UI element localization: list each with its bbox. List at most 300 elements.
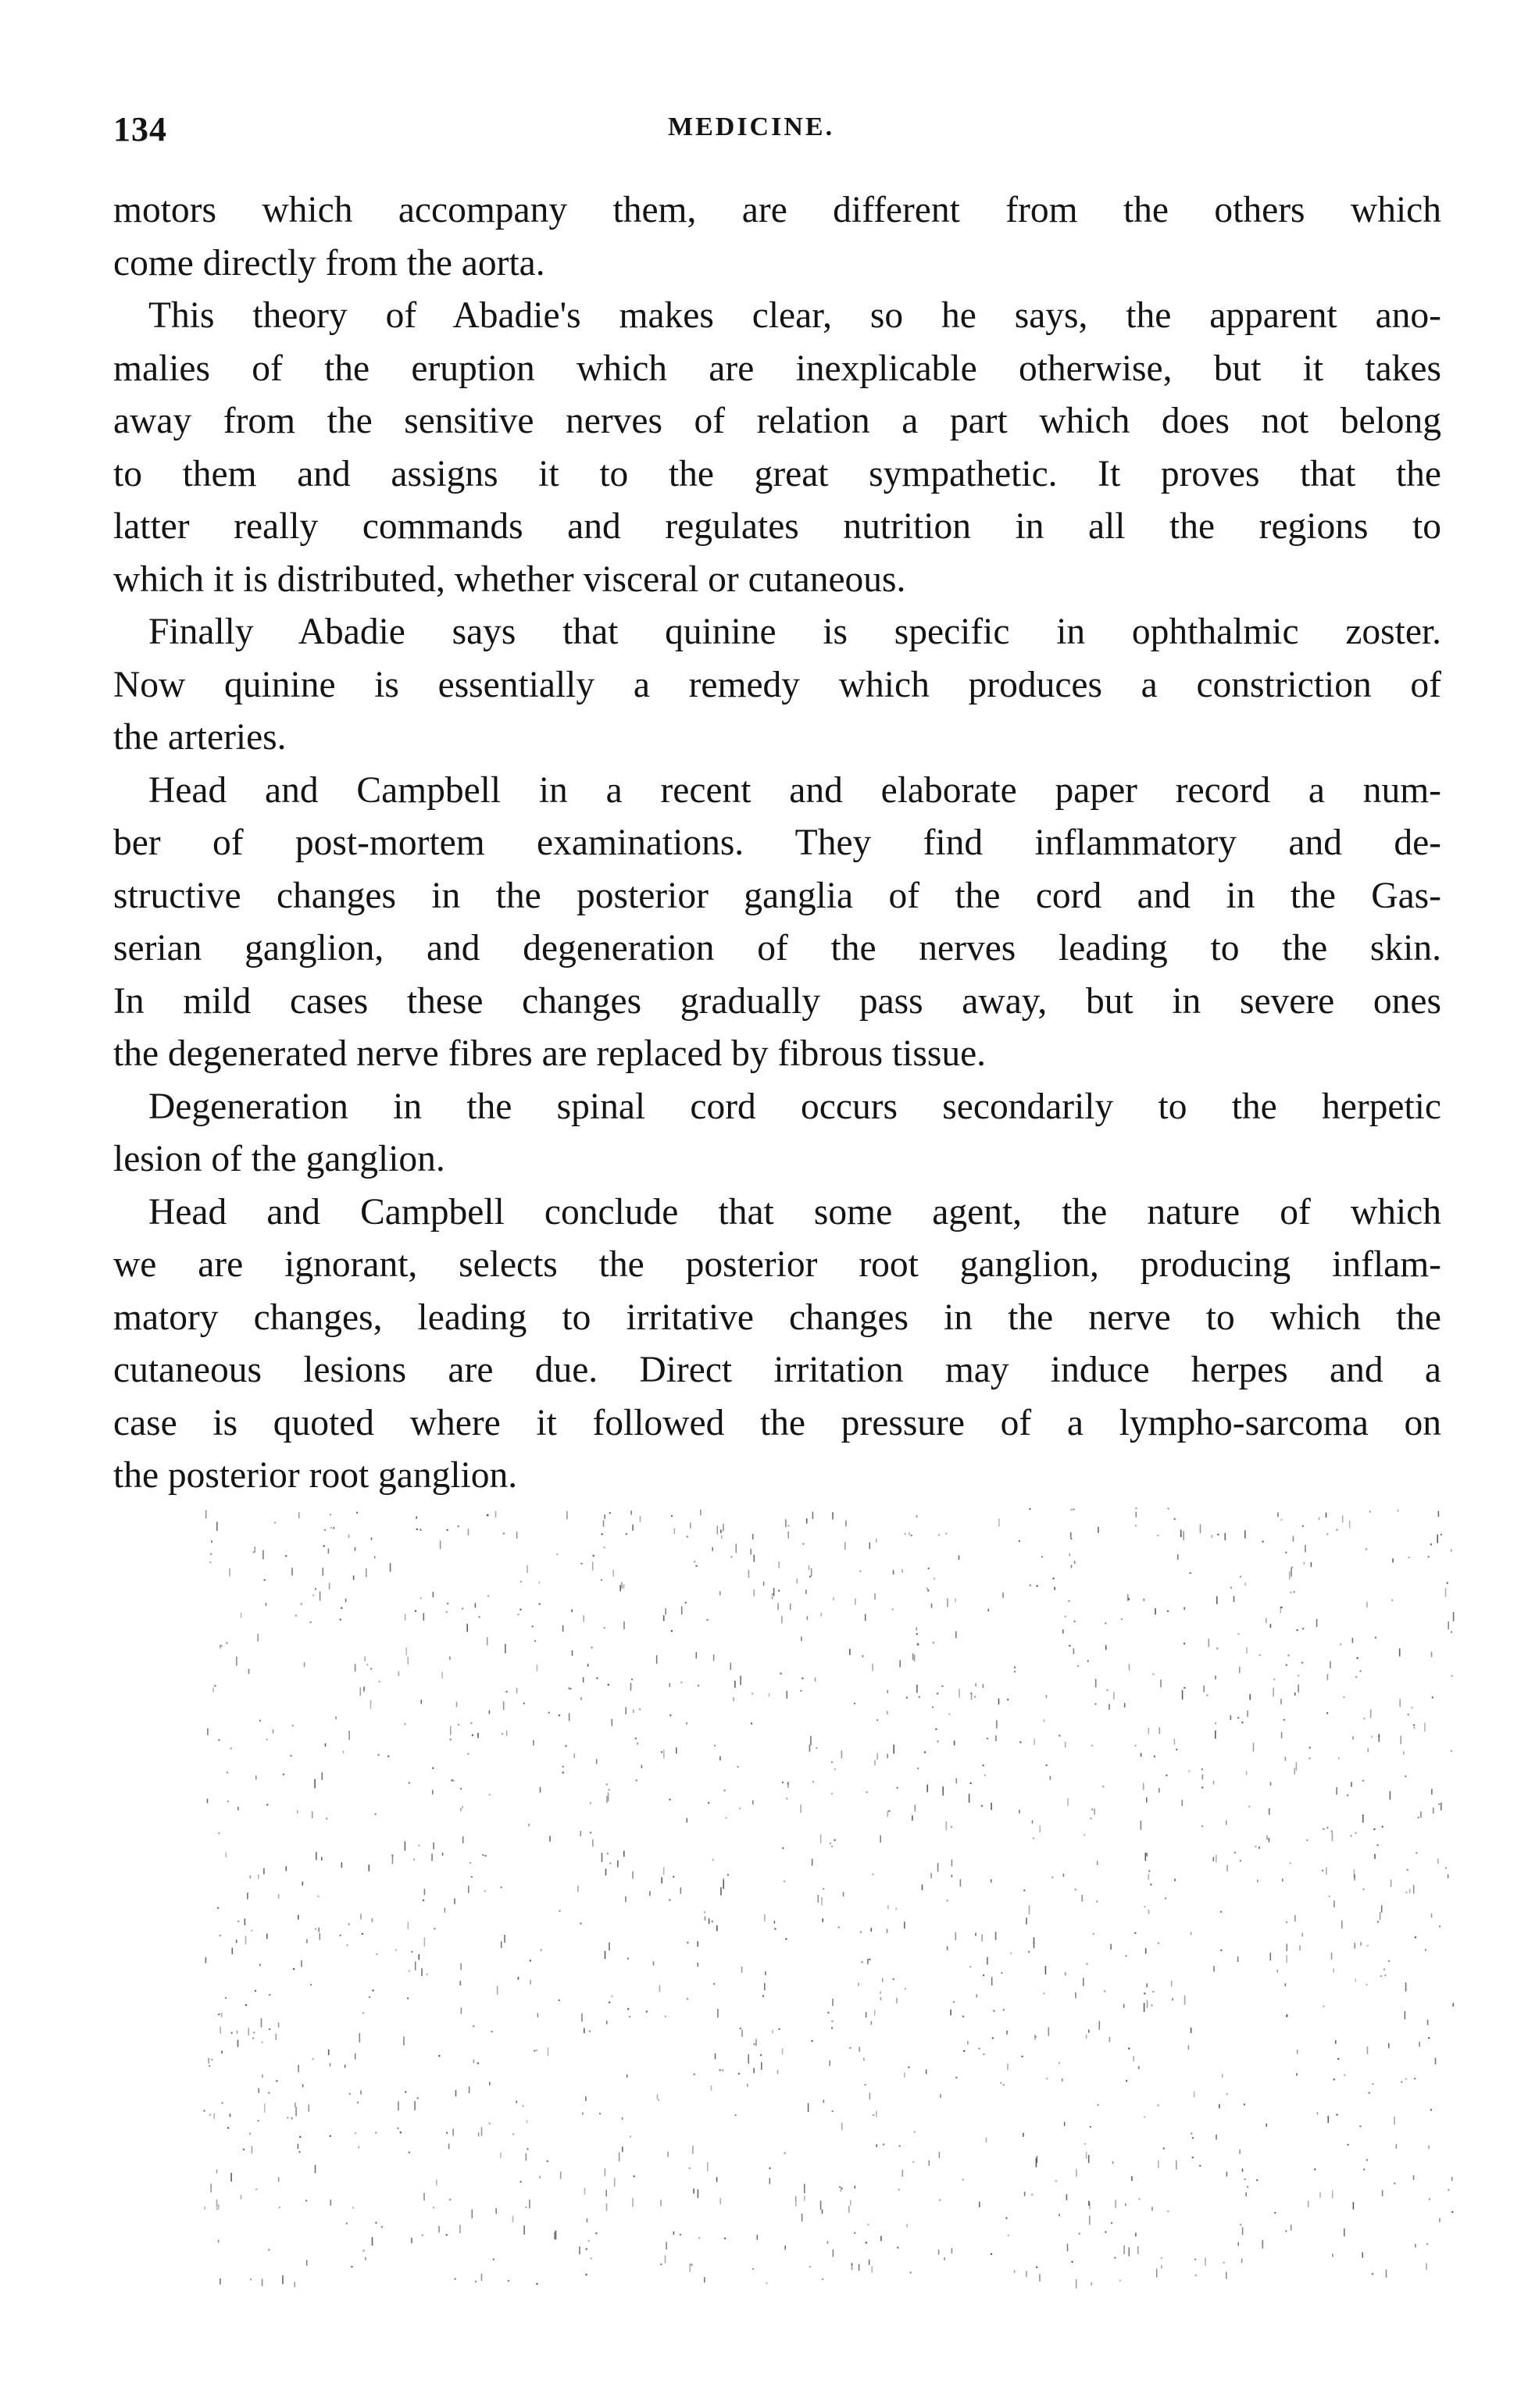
scan-speck	[753, 1589, 755, 1596]
scan-speck	[996, 1721, 998, 1728]
scan-speck	[262, 1550, 264, 1560]
scan-speck	[991, 1879, 992, 1883]
scan-speck	[1213, 1857, 1215, 1861]
scan-speck	[897, 1787, 898, 1789]
scan-speck	[504, 1935, 505, 1942]
scan-speck	[1006, 2031, 1008, 2035]
scan-speck	[1073, 1508, 1074, 1510]
scan-speck	[1343, 1696, 1344, 1698]
scan-speck	[941, 1686, 943, 1687]
scan-speck	[987, 1957, 988, 1965]
scan-speck	[912, 2161, 914, 2163]
scan-speck	[873, 2114, 874, 2116]
scan-speck	[1277, 1512, 1279, 1517]
paragraph-5	[113, 1081, 1441, 1186]
scan-speck	[261, 2018, 262, 2028]
scan-speck	[840, 2190, 841, 2192]
scan-speck	[1259, 1654, 1261, 1656]
scan-speck	[867, 1959, 869, 1964]
scan-speck	[1413, 2175, 1415, 2180]
scan-speck	[1094, 1809, 1095, 1815]
section-title: MEDICINE.	[668, 112, 835, 141]
scan-speck	[864, 2084, 866, 2085]
scan-speck	[709, 1918, 710, 1924]
scan-speck	[503, 1701, 505, 1710]
scan-speck	[1051, 1877, 1053, 1878]
scan-speck	[660, 2200, 662, 2206]
scan-speck	[315, 1928, 316, 1930]
scan-speck	[423, 2193, 425, 2201]
scan-speck	[930, 1873, 932, 1878]
scan-speck	[571, 1610, 573, 1612]
scan-speck	[951, 1875, 953, 1878]
scan-speck	[278, 2022, 280, 2027]
scan-speck	[220, 1645, 221, 1649]
scan-speck	[501, 1942, 502, 1949]
scan-speck	[874, 1593, 876, 1600]
scan-speck	[818, 1895, 819, 1903]
scan-speck	[926, 1588, 928, 1589]
scan-speck	[469, 2086, 470, 2093]
scan-speck	[909, 1532, 910, 1536]
scan-speck	[780, 1673, 781, 1675]
text-line: away from the sensitive nerves of relation a part which does not belong	[113, 401, 1441, 441]
scan-speck	[983, 1764, 984, 1766]
scan-speck	[689, 2264, 691, 2272]
scan-speck	[939, 2199, 941, 2201]
scan-speck	[405, 1614, 406, 1621]
scan-speck	[520, 1581, 522, 1582]
scan-speck	[1373, 1828, 1375, 1830]
scan-speck	[1079, 2233, 1080, 2235]
scan-speck	[1262, 1541, 1264, 1543]
scan-speck	[423, 1613, 425, 1621]
scan-speck	[1326, 1868, 1327, 1875]
scan-speck	[1182, 1800, 1183, 1806]
text-line: Head and Campbell conclude that some agent, the nature of which	[148, 1191, 1441, 1233]
scan-speck	[778, 1561, 780, 1568]
scan-speck	[549, 1836, 551, 1842]
scan-speck	[1366, 1602, 1368, 1608]
scan-speck	[532, 1625, 534, 1627]
scan-speck	[1183, 1643, 1185, 1644]
scan-speck	[218, 2204, 220, 2210]
scan-speck	[790, 1604, 791, 1611]
scan-speck	[1234, 1852, 1236, 1853]
scan-speck	[248, 1669, 250, 1674]
scan-speck	[609, 1942, 610, 1950]
scan-speck	[660, 2264, 662, 2265]
scan-speck	[821, 1613, 823, 1616]
scan-speck	[1014, 1671, 1016, 1672]
scan-speck	[802, 1543, 804, 1545]
scan-speck	[262, 2042, 263, 2043]
scan-speck	[1168, 1507, 1169, 1509]
scan-speck	[1240, 1576, 1241, 1578]
scan-speck	[959, 1689, 960, 1698]
scan-speck	[317, 1896, 319, 1897]
scan-speck	[1262, 2240, 1264, 2249]
scan-speck	[937, 1693, 938, 1694]
scan-speck	[276, 2080, 277, 2082]
scan-speck	[812, 1512, 814, 1519]
scan-speck	[1213, 1966, 1215, 1972]
scan-speck	[1034, 2035, 1036, 2041]
scan-speck	[1294, 1915, 1296, 1922]
text-line: Now quinine is essentially a remedy which produces a constriction of	[113, 664, 1441, 705]
scan-speck	[883, 2144, 884, 2146]
scan-speck	[874, 2010, 876, 2016]
scan-speck	[1360, 1942, 1362, 1946]
scan-speck	[1429, 2199, 1430, 2200]
scan-speck	[456, 1702, 458, 1707]
scan-speck	[1105, 1645, 1107, 1650]
scan-speck	[371, 1538, 373, 1540]
scan-speck	[355, 2132, 356, 2134]
scan-speck	[408, 1657, 409, 1664]
scan-speck	[1215, 1675, 1216, 1679]
scan-speck	[1323, 2006, 1324, 2007]
scan-speck	[395, 1950, 397, 1951]
scan-speck	[1066, 2194, 1068, 2200]
scan-speck	[343, 1750, 345, 1753]
scan-speck	[605, 1869, 607, 1876]
scan-speck	[1438, 1511, 1440, 1517]
scan-speck	[298, 2065, 299, 2073]
scan-speck	[752, 1534, 754, 1539]
scan-speck	[733, 1697, 734, 1701]
scan-speck	[899, 2146, 901, 2147]
scan-speck	[669, 1799, 670, 1800]
scan-speck	[800, 1690, 801, 1692]
scan-speck	[609, 1512, 611, 1514]
scan-speck	[1166, 1775, 1167, 1776]
scan-speck	[1401, 2081, 1402, 2082]
scan-speck	[995, 1736, 997, 1741]
scan-speck	[1200, 1525, 1201, 1534]
scan-speck	[1405, 2078, 1407, 2080]
scan-speck	[766, 2282, 767, 2284]
scan-speck	[1127, 1594, 1129, 1601]
scan-speck	[333, 1527, 334, 1529]
scan-speck	[362, 2012, 364, 2014]
scan-speck	[1156, 2269, 1158, 2278]
scan-speck	[1115, 2200, 1116, 2208]
scan-speck	[1437, 1859, 1439, 1864]
scan-speck	[665, 2016, 666, 2017]
scan-speck	[981, 1805, 983, 1807]
scan-speck	[1217, 1534, 1219, 1536]
scan-speck	[810, 1736, 812, 1746]
scan-speck	[736, 1544, 737, 1554]
scan-speck	[805, 1589, 807, 1594]
text-line: the posterior root ganglion.	[113, 1455, 518, 1496]
scan-speck	[806, 1518, 808, 1524]
scan-speck	[1007, 1699, 1009, 1700]
scan-speck	[1249, 1694, 1251, 1700]
scan-speck	[606, 2021, 608, 2025]
scan-speck	[466, 1624, 468, 1632]
scan-speck	[605, 2190, 607, 2197]
text-line: structive changes in the posterior ganglia of the cord and in the Gas-	[113, 875, 1441, 916]
scan-speck	[605, 1951, 606, 1959]
scan-speck	[484, 1855, 486, 1857]
scan-speck	[556, 1554, 558, 1555]
scan-speck	[1391, 1880, 1392, 1887]
scan-speck	[1335, 2040, 1337, 2044]
scan-speck	[1408, 1557, 1410, 1558]
scan-speck	[581, 2014, 583, 2022]
scan-speck	[1151, 2004, 1152, 2006]
scan-speck	[1372, 2273, 1373, 2274]
scan-speck	[781, 1616, 783, 1624]
scan-speck	[355, 1547, 356, 1551]
scan-speck	[405, 2091, 406, 2092]
scan-speck	[831, 1793, 833, 1794]
scan-speck	[460, 1808, 462, 1811]
scan-speck	[1362, 1780, 1364, 1782]
scan-speck	[502, 1733, 503, 1735]
scan-speck	[523, 2225, 525, 2235]
scan-speck	[259, 1720, 261, 1721]
scan-speck	[258, 2088, 259, 2093]
scan-speck	[1005, 2217, 1007, 2219]
scan-speck	[713, 1654, 715, 1661]
scan-speck	[1090, 2126, 1091, 2128]
scan-speck	[1276, 1970, 1278, 1972]
scan-speck	[869, 2260, 870, 2265]
scan-speck	[663, 1750, 665, 1758]
scan-speck	[1280, 1607, 1282, 1608]
scan-speck	[345, 1599, 347, 1603]
scan-speck	[450, 1739, 452, 1740]
scan-speck	[1184, 1996, 1186, 2005]
scan-speck	[640, 1516, 641, 1522]
scan-speck	[1353, 2202, 1355, 2210]
scan-speck	[432, 1790, 434, 1795]
scan-speck	[1333, 1900, 1335, 1907]
scan-speck	[1125, 1955, 1126, 1957]
scan-speck	[419, 1529, 421, 1531]
scan-speck	[1244, 1582, 1246, 1586]
scan-speck	[612, 1719, 613, 1726]
scan-speck	[404, 1723, 405, 1725]
scan-speck	[291, 1568, 293, 1575]
scan-speck	[859, 1571, 861, 1572]
scan-speck	[887, 1929, 888, 1933]
scan-speck	[1176, 2160, 1177, 2170]
scan-speck	[1105, 1622, 1106, 1624]
scan-speck	[724, 2238, 726, 2239]
scan-speck	[1419, 2042, 1420, 2046]
scan-speck	[523, 2105, 524, 2107]
scan-speck	[741, 2030, 743, 2037]
scan-speck	[529, 2199, 530, 2208]
scan-speck	[1366, 2159, 1368, 2160]
scan-speck	[370, 1700, 372, 1709]
scan-speck	[1306, 1839, 1308, 1841]
scan-speck	[1002, 1593, 1004, 1598]
scan-speck	[723, 1789, 725, 1791]
scan-speck	[680, 1888, 682, 1894]
scan-speck	[955, 1632, 957, 1639]
scan-speck	[626, 1533, 627, 1535]
scan-speck	[769, 2167, 770, 2169]
scan-speck	[1435, 2058, 1437, 2065]
scan-speck	[1019, 1540, 1020, 1542]
scan-speck	[951, 2248, 953, 2253]
scan-speck	[905, 1533, 906, 1535]
scan-speck	[629, 2016, 630, 2017]
scan-speck	[880, 1835, 881, 1843]
scan-speck	[935, 1728, 937, 1730]
scan-speck	[347, 1944, 348, 1946]
scan-speck	[449, 2199, 451, 2200]
scan-speck	[1351, 1782, 1352, 1787]
scan-speck	[754, 2043, 755, 2045]
scan-speck	[1062, 2078, 1063, 2082]
body-text	[113, 184, 1441, 1503]
scan-speck	[622, 2117, 623, 2121]
scan-speck	[1322, 1870, 1323, 1871]
scan-speck	[1192, 2137, 1194, 2139]
scan-speck	[1000, 2082, 1001, 2084]
scan-speck	[1330, 1661, 1331, 1668]
scan-speck	[617, 1860, 619, 1868]
scan-speck	[1161, 2265, 1162, 2269]
scan-speck	[815, 1678, 816, 1682]
scan-speck	[832, 1512, 834, 1519]
scan-speck	[253, 1551, 255, 1553]
scan-speck	[1293, 1591, 1294, 1593]
scan-speck	[1355, 1978, 1357, 1982]
scan-speck	[1076, 2169, 1077, 2177]
scan-speck	[665, 2255, 666, 2263]
scan-speck	[1308, 2201, 1309, 2207]
scan-speck	[1344, 2228, 1345, 2236]
scan-speck	[663, 1615, 665, 1621]
scan-speck	[1026, 1917, 1027, 1925]
scan-speck	[363, 1686, 365, 1692]
scan-speck	[906, 1696, 908, 1698]
scan-speck	[976, 1994, 978, 1998]
scan-speck	[593, 1555, 594, 1557]
paragraph-6	[113, 1186, 1441, 1503]
scan-speck	[602, 1853, 603, 1862]
scan-speck	[656, 1655, 658, 1664]
scan-speck	[290, 1755, 291, 1757]
scan-speck	[387, 1756, 389, 1757]
scan-speck	[1206, 1694, 1208, 1696]
scan-speck	[1425, 1949, 1426, 1950]
scan-speck	[782, 1782, 784, 1783]
scan-speck	[400, 2132, 402, 2133]
scan-speck	[1445, 1588, 1447, 1596]
scan-speck	[1428, 2146, 1430, 2149]
scan-speck	[210, 1554, 212, 1555]
scan-speck	[376, 1953, 377, 1955]
scan-speck	[937, 1740, 939, 1743]
scan-speck	[1354, 1875, 1355, 1881]
scan-speck	[482, 1854, 484, 1856]
scan-speck	[398, 1671, 400, 1676]
scan-speck	[432, 1768, 434, 1769]
scan-speck	[1139, 2198, 1141, 2199]
scan-speck	[548, 2048, 549, 2057]
scan-speck	[848, 2206, 850, 2213]
scan-speck	[1065, 1972, 1066, 1975]
scan-speck	[438, 2226, 440, 2232]
scan-speck	[959, 1555, 960, 1560]
scan-speck	[1037, 1586, 1038, 1587]
scan-speck	[580, 1697, 582, 1700]
scan-speck	[1431, 1789, 1433, 1794]
text-line: case is quoted where it followed the pressure of a lympho-sarcoma on	[113, 1402, 1441, 1443]
scan-speck	[951, 1860, 953, 1867]
scan-speck	[579, 2246, 580, 2254]
scan-speck	[787, 1525, 789, 1526]
scan-speck	[348, 1731, 350, 1740]
scan-speck	[1428, 2037, 1430, 2039]
scan-speck	[258, 2120, 259, 2121]
scan-speck	[1282, 1878, 1283, 1882]
scan-speck	[375, 2222, 377, 2224]
scan-speck	[236, 1657, 237, 1666]
scan-speck	[539, 2176, 541, 2178]
scan-speck	[1034, 1937, 1035, 1943]
scan-speck	[658, 2099, 659, 2101]
scan-speck	[326, 1818, 327, 1819]
scan-speck	[1405, 1982, 1407, 1992]
scan-speck	[1213, 1781, 1215, 1785]
scan-speck	[1070, 1509, 1072, 1511]
scan-speck	[1411, 1707, 1412, 1708]
scan-speck	[359, 2033, 361, 2042]
scan-speck	[247, 1893, 248, 1899]
scan-speck	[438, 2055, 440, 2057]
scan-speck	[1301, 1933, 1303, 1937]
scan-speck	[1050, 1776, 1051, 1780]
scan-speck	[690, 1522, 691, 1528]
scan-speck	[1399, 1649, 1401, 1657]
scan-speck	[225, 1997, 227, 1999]
scan-speck	[872, 1664, 873, 1671]
scan-speck	[372, 2237, 373, 2246]
scan-speck	[1347, 2144, 1348, 2146]
scan-speck	[1137, 2246, 1139, 2254]
scan-speck	[268, 2092, 270, 2093]
scan-speck	[316, 1852, 317, 1860]
scan-speck	[512, 2216, 514, 2223]
scan-speck	[322, 1772, 323, 1780]
scan-speck	[1426, 2243, 1428, 2245]
scan-speck	[671, 1515, 673, 1517]
scan-speck	[834, 1839, 836, 1841]
scan-speck	[902, 2170, 904, 2177]
scan-speck	[1448, 1875, 1449, 1878]
scan-speck	[1033, 1838, 1034, 1839]
scan-speck	[752, 2268, 754, 2270]
scan-speck	[592, 1839, 594, 1847]
scan-speck	[312, 1811, 313, 1818]
scan-speck	[1022, 2056, 1023, 2057]
scan-speck	[1098, 2104, 1099, 2106]
scan-speck	[991, 2253, 992, 2255]
scan-speck	[974, 1696, 976, 1697]
scan-speck	[421, 1700, 423, 1703]
scan-speck	[320, 1592, 321, 1601]
scan-speck	[1031, 2194, 1033, 2196]
